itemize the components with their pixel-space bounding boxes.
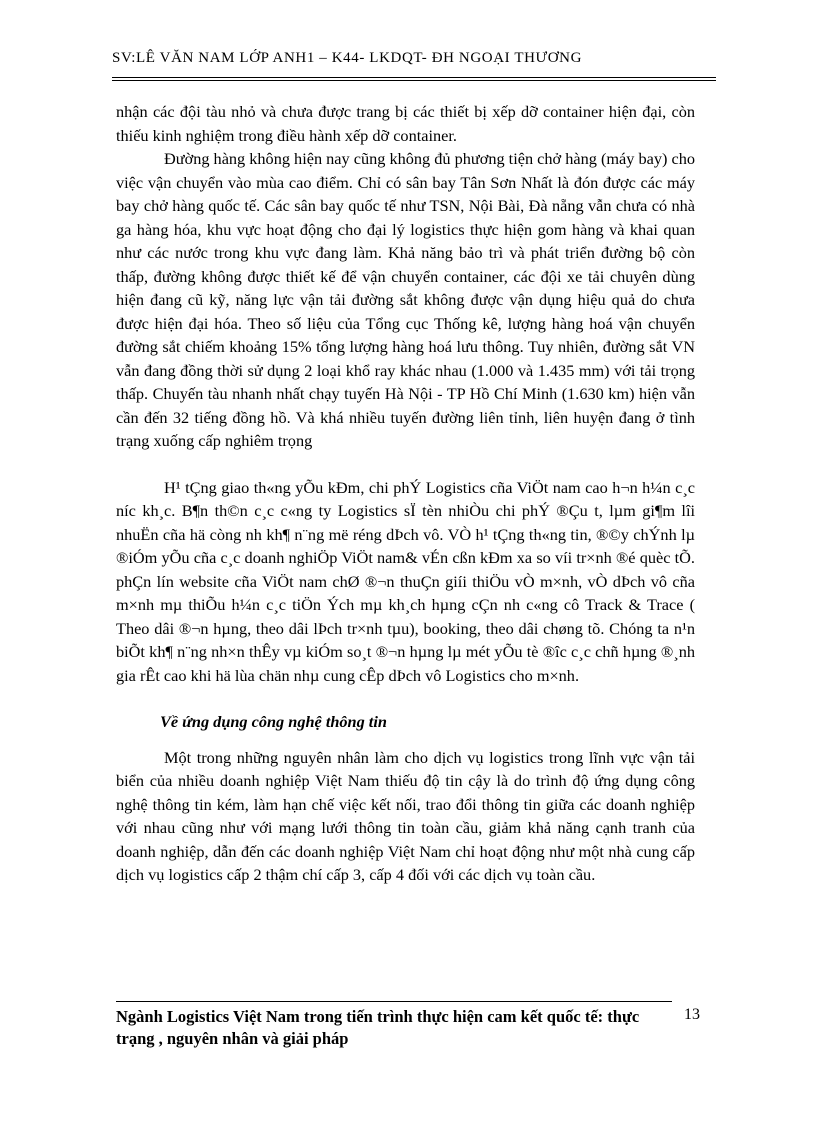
footer-title: Ngành Logistics Việt Nam trong tiến trình thực hiện cam kết quốc tế: thực trạng , nguyên nhân và giải pháp — [116, 1007, 640, 1048]
header-rule — [112, 77, 716, 78]
paragraph-continuation: nhận các đội tàu nhỏ và chưa được trang bị các thiết bị xếp dỡ container hiện đại, còn thiếu kinh nghiệm trong điều hành xếp dỡ container. — [116, 102, 695, 145]
footer-rule — [116, 1001, 672, 1002]
paragraph-it-application: Một trong những nguyên nhân làm cho dịch vụ logistics trong lĩnh vực vận tải biển của nhiều doanh nghiệp Việt Nam thiếu độ tin cậy là do trình độ ứng dụng công nghệ thông tin kém, làm hạn chế việc kết nối, trao đổi thông tin giữa các doanh nghiệp với nhau cũng như với mạng lưới thông tin toàn cầu, giảm khả năng cạnh tranh của doanh nghiệp, dẫn đến các doanh nghiệp Việt Nam chỉ hoạt động như một nhà cung cấp dịch vụ logistics cấp 2 thậm chí cấp 3, cấp 4 đối với các dịch vụ toàn cầu. — [116, 747, 695, 884]
page-body — [116, 100, 695, 887]
page-number: 13 — [684, 1006, 700, 1023]
paragraph-gap — [116, 687, 695, 710]
paragraph-gap — [116, 453, 695, 476]
header-rule-thin — [112, 80, 716, 81]
running-header: SV:LÊ VĂN NAM LỚP ANH1 – K44- LKDQT- ĐH NGOẠI THƯƠNG — [112, 50, 583, 66]
paragraph-air-transport: Đường hàng không hiện nay cũng không đủ phương tiện chở hàng (máy bay) cho việc vận chuyển vào mùa cao điểm. Chỉ có sân bay Tân Sơn Nhất là đón được các máy bay chở hàng quốc tế. Các sân bay quốc tế như TSN, Nội Bài, Đà nẵng vẫn chưa có nhà ga hàng hóa, khu vực hoạt động cho đại lý logistics thực hiện gom hàng và khai quan như các nước trong khu vực đang làm. Khả năng bảo trì và phát triển đường bộ còn thấp, đường không được thiết kế để vận chuyển container, các đội xe tải chuyên dùng hiện đang cũ kỹ, năng lực vận tải đường sắt không được vận dụng hiệu quả do chưa được hiện đại hóa. Theo số liệu của Tổng cục Thống kê, lượng hàng hoá vận chuyển đường sắt chiếm khoảng 15% tổng lượng hàng hoá lưu thông. Tuy nhiên, đường sắt VN vẫn đang đồng thời sử dụng 2 loại khổ ray khác nhau (1.000 và 1.435 mm) với tải trọng thấp. Chuyến tàu nhanh nhất chạy tuyến Hà Nội - TP Hồ Chí Minh (1.630 km) hiện vẫn cần đến 32 tiếng đồng hồ. Và khá nhiều tuyến đường liên tỉnh, liên huyện đang ở tình trạng xuống cấp nghiêm trọng — [116, 149, 695, 450]
paragraph-infrastructure-encoded: H¹ tÇng giao th«ng yÕu kÐm, chi phÝ Logistics cña ViÖt nam cao h¬n h¼n c¸c níc kh¸c. B¶n th©n c¸c c«ng ty Logistics sÏ tèn nhiÒu chi phÝ ®Çu t, lµm gi¶m lîi nhuËn cña hä còng nh kh¶ n¨ng më réng dÞch vô. VÒ h¹ tÇng th«ng tin, ®©y chÝnh lµ ®iÓm yÕu cña c¸c doanh nghiÖp ViÖt nam& vÉn cßn kÐm xa so víi tr×nh ®é quèc tÕ. phÇn lín website cña ViÖt nam chØ ®¬n thuÇn giíi thiÖu vÒ m×nh, vÒ dÞch vô cña m×nh mµ thiÕu h¼n c¸c tiÖn Ých mµ kh¸ch hµng cÇn nh c«ng cô Track & Trace ( Theo dâi ®¬n hµng, theo dâi lÞch tr×nh tµu), booking, theo dâi chøng tõ. Chóng ta n¹n biÕt kh¶ n¨ng nh×n thÊy vµ kiÓm so¸t ®¬n hµng lµ mét yÕu tè ®îc c¸c chñ hµng ®¸nh gia rÊt cao khi hä lùa chän nhµ cung cÊp dÞch vô Logistics cho m×nh. — [116, 477, 695, 685]
section-heading: Về ứng dụng công nghệ thông tin — [160, 712, 387, 731]
heading-gap — [116, 734, 695, 746]
